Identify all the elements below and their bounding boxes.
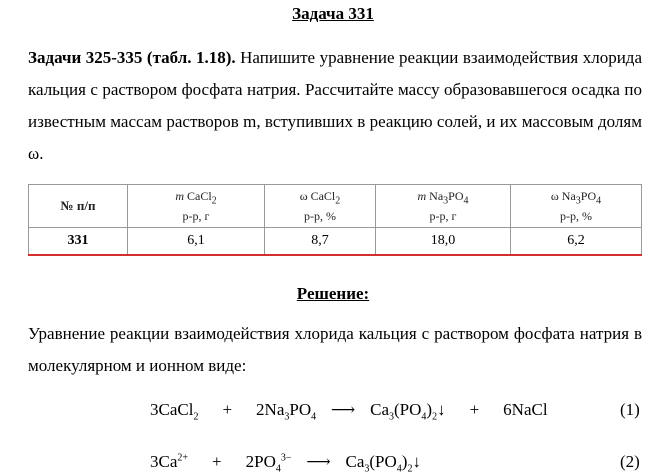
equation-molecular: 3CaCl$_2$ + $2Na_3PO_4$ ⟶ $Ca_3(PO_4)_2↓$ + 6NaCl <box>150 400 548 423</box>
equation-ionic: $3Ca^{2+} + 2PO_4^{3-}$ ⟶ $Ca_3(PO_4)_2↓$ <box>150 452 421 474</box>
cell-number: 331 <box>29 228 128 255</box>
cell-fraction-cacl2: 8,7 <box>265 228 376 255</box>
header-mass-cacl2: m CaCl$_2$ р-р, г <box>128 185 265 228</box>
solution-intro: Уравнение реакции взаимодействия хлорида кальция с раствором фосфата натрия в молекулярном и ионном виде: <box>28 324 642 375</box>
equation-number-2: (2) <box>620 452 640 471</box>
task-description <box>28 42 642 170</box>
header-fraction-na3po4: ω $Na_3PO_4$ р-р, % <box>511 185 642 228</box>
equation-number-1: (1) <box>620 400 640 419</box>
task-title: Задача 331 <box>292 4 374 23</box>
header-mass-na3po4: m $Na_3PO_4$ р-р, г <box>376 185 511 228</box>
cell-mass-cacl2: 6,1 <box>128 228 265 255</box>
cell-mass-na3po4: 18,0 <box>376 228 511 255</box>
cell-fraction-na3po4: 6,2 <box>511 228 642 255</box>
table-row <box>29 228 642 255</box>
table-header-row <box>29 185 642 228</box>
task-lead: Задачи 325-335 (табл. 1.18). <box>28 48 236 67</box>
task-text: Напишите уравнение реакции взаимодействия хлорида кальция с раствором фосфата натрия. Рассчитайте массу образовавшегося осадка по известным массам растворов m, вступивших в реакцию солей, и их массовым долям ω. <box>28 48 643 163</box>
red-underline <box>28 254 642 256</box>
solution-title: Решение: <box>296 284 370 303</box>
parameters-table <box>28 184 642 255</box>
header-fraction-cacl2: ω CaCl$_2$ р-р, % <box>265 185 376 228</box>
header-number: № п/п <box>29 185 128 228</box>
